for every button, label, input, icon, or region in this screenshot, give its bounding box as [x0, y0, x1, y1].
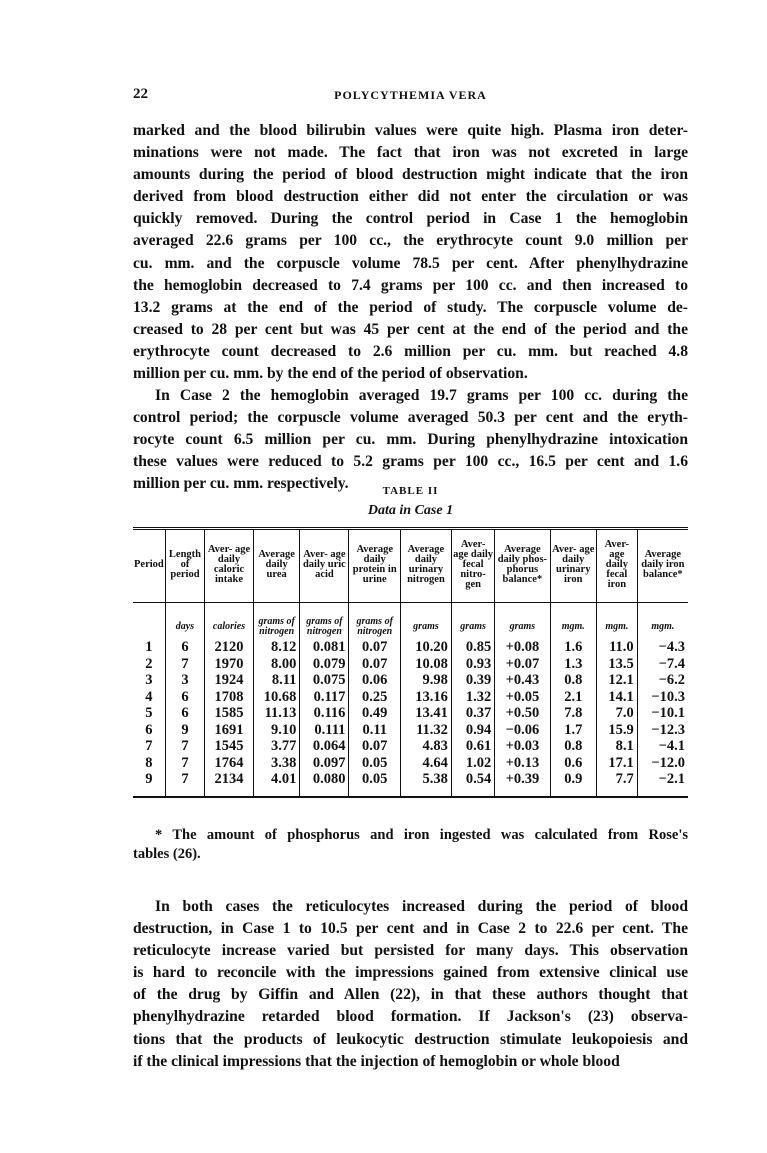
table-cell: 9.10 [253, 722, 300, 739]
text-line: reticulocyte increase varied but persisted for many days. This observation [133, 942, 688, 960]
text-line: creased to 28 per cent but was 45 per cent at the end of the period and the [133, 320, 688, 338]
table-cell: 1 [145, 639, 153, 655]
table-cell: −2.1 [637, 771, 688, 788]
spacer-cell [300, 788, 349, 797]
table-cell: 7 [165, 771, 204, 788]
text-line: erythrocyte count decreased to 2.6 million per cu. mm. but reached 4.8 [133, 342, 688, 360]
paragraph-3 [133, 896, 688, 1073]
table-cell: 8 [145, 754, 153, 771]
table-cell: 13.16 [401, 689, 452, 706]
table-cell: +0.50 [495, 705, 550, 722]
unit-cell: mgm. [637, 603, 688, 640]
table-cell: 1.3 [550, 656, 597, 673]
table-cell: 0.07 [349, 656, 401, 673]
table-cell: 13.41 [401, 705, 452, 722]
text-line: tions that the products of leukocytic destruction stimulate leukopoiesis and [133, 1030, 688, 1048]
text-line: phenylhydrazine retarded blood formation. If Jackson's (23) observa- [133, 1008, 688, 1026]
text-line: cu. mm. and the corpuscle volume 78.5 per cent. After phenylhydrazine [133, 254, 688, 272]
spacer-cell [451, 788, 494, 797]
table-cell: 6 [165, 689, 204, 706]
table-cell: 5 [145, 705, 153, 721]
page-number: 22 [133, 86, 148, 102]
table-cell: 8.12 [253, 639, 300, 656]
table-cell: 11.32 [401, 722, 452, 739]
table-cell: 0.49 [349, 705, 401, 722]
text-line: amounts during the period of blood destruction might indicate that the iron [133, 166, 688, 184]
table-cell: 1545 [205, 738, 254, 755]
table-cell: 7 [165, 656, 204, 673]
table-cell: 6 [145, 721, 153, 738]
text-line: these values were reduced to 5.2 grams per 100 cc., 16.5 per cent and 1.6 [133, 453, 688, 471]
table-cell: 0.080 [300, 771, 349, 788]
table-cell: −10.3 [637, 689, 688, 706]
text-line: In Case 2 the hemoglobin averaged 19.7 grams per 100 cc. during the [155, 387, 688, 404]
spacer-cell [401, 788, 452, 797]
table-cell: 7.0 [597, 705, 638, 722]
table-cell: 0.8 [550, 672, 597, 689]
table-cell: 13.5 [597, 656, 638, 673]
table-header-row [133, 529, 688, 603]
text-line: averaged 22.6 grams per 100 cc., the erythrocyte count 9.0 million per [133, 232, 688, 250]
column-header: Average daily iron balance* [637, 529, 688, 603]
table-cell: 2 [145, 655, 153, 672]
text-line: quickly removed. During the control period in Case 1 the hemoglobin [133, 210, 688, 228]
table-cell: 3.77 [253, 738, 300, 755]
column-header: Average daily protein in urine [349, 529, 401, 603]
table-cell: 1924 [205, 672, 254, 689]
text-line: million per cu. mm. respectively. [133, 475, 349, 493]
unit-cell: grams [401, 603, 452, 640]
table-cell: 1.02 [451, 755, 494, 772]
page-header [133, 86, 688, 106]
unit-cell: days [165, 603, 204, 640]
table-cell: +0.05 [495, 689, 550, 706]
table-cell: 1.32 [451, 689, 494, 706]
table-cell: 7 [145, 738, 153, 754]
table-row [133, 639, 688, 656]
unit-cell: grams of nitrogen [253, 603, 300, 640]
table-cell: 1708 [205, 689, 254, 706]
spacer-cell [637, 788, 688, 797]
data-table [133, 527, 688, 798]
table-cell: 0.94 [451, 722, 494, 739]
table-cell: 1.7 [550, 722, 597, 739]
table-cell: −4.3 [637, 639, 688, 656]
table-cell: 14.1 [597, 689, 638, 706]
unit-cell: mgm. [597, 603, 638, 640]
table-cell: +0.08 [495, 639, 550, 656]
text-line: derived from blood destruction either did not enter the circulation or was [133, 188, 688, 206]
table-cell: 10.68 [253, 689, 300, 706]
table-cell: 4.83 [401, 738, 452, 755]
table-cell: 0.61 [451, 738, 494, 755]
table-cell: 1691 [205, 722, 254, 739]
table-cell: 0.111 [300, 722, 349, 739]
table-cell: 15.9 [597, 722, 638, 739]
unit-cell [133, 603, 165, 640]
unit-cell: mgm. [550, 603, 597, 640]
table-cell: 1585 [205, 705, 254, 722]
table-cell: 12.1 [597, 672, 638, 689]
table-cell: +0.07 [495, 656, 550, 673]
table-cell: −7.4 [637, 656, 688, 673]
table-cell: 3.38 [253, 755, 300, 772]
table-cell: 9 [145, 771, 153, 787]
table-cell: 3 [145, 672, 153, 688]
text-line: the hemoglobin decreased to 7.4 grams per 100 cc. and then increased to [133, 276, 688, 294]
table-row [133, 771, 688, 788]
table-cell: 10.20 [401, 639, 452, 656]
text-line: destruction, in Case 1 to 10.5 per cent and in Case 2 to 22.6 per cent. The [133, 920, 688, 938]
table-caption: Data in Case 1 [367, 503, 454, 518]
table-cell: 7 [165, 755, 204, 772]
table-cell: 0.05 [349, 755, 401, 772]
spacer-cell [165, 788, 204, 797]
spacer-cell [550, 788, 597, 797]
table-cell: 0.25 [349, 689, 401, 706]
spacer-cell [349, 788, 401, 797]
table-cell: 0.54 [451, 771, 494, 788]
table-cell: 0.6 [550, 755, 597, 772]
spacer-cell [597, 788, 638, 797]
table-row [133, 656, 688, 673]
table-cell: 0.93 [451, 656, 494, 673]
table-number: TABLE II [382, 485, 439, 497]
table-cell: 0.064 [300, 738, 349, 755]
column-header: Average daily urinary nitrogen [401, 529, 452, 603]
table-cell: +0.03 [495, 738, 550, 755]
unit-cell: calories [205, 603, 254, 640]
table-cell: −12.3 [637, 722, 688, 739]
table-cell: 7 [165, 738, 204, 755]
column-header: Length of period [165, 529, 204, 603]
unit-cell: grams of nitrogen [300, 603, 349, 640]
table-cell: 2120 [205, 639, 254, 656]
table-cell: 0.05 [349, 771, 401, 788]
text-line: of the drug by Giffin and Allen (22), in that these authors thought that [133, 986, 688, 1004]
text-line: is hard to reconcile with the impressions gained from extensive clinical use [133, 964, 688, 982]
units-row [133, 603, 688, 640]
column-header: Aver- age daily fecal iron [597, 529, 638, 603]
spacer-cell [495, 788, 550, 797]
table-cell: −12.0 [637, 755, 688, 772]
spacer-cell [205, 788, 254, 797]
column-header: Aver- age daily caloric intake [205, 529, 254, 603]
column-header: Aver- age daily fecal nitro- gen [451, 529, 494, 603]
table-cell: 8.11 [253, 672, 300, 689]
column-header: Average daily urea [253, 529, 300, 603]
table-cell: +0.43 [495, 672, 550, 689]
text-line: million per cu. mm. by the end of the period of observation. [133, 365, 528, 383]
table-cell: 0.075 [300, 672, 349, 689]
table-cell: 0.07 [349, 639, 401, 656]
spacer-cell [133, 788, 165, 797]
table-cell: 0.9 [550, 771, 597, 788]
text-line: 13.2 grams at the end of the period of study. The corpuscle volume de- [133, 298, 688, 316]
table-cell: 1.6 [550, 639, 597, 656]
table-cell: 2134 [205, 771, 254, 788]
table-row [133, 755, 688, 772]
table-cell: 0.079 [300, 656, 349, 673]
table-cell: 3 [165, 672, 204, 689]
table-cell: 4.01 [253, 771, 300, 788]
column-header: Aver- age daily uric acid [300, 529, 349, 603]
text-line: In both cases the reticulocytes increased during the period of blood [155, 898, 688, 915]
table-cell: 0.07 [349, 738, 401, 755]
table-cell: 10.08 [401, 656, 452, 673]
table-row [133, 722, 688, 739]
paragraph-2 [133, 385, 688, 495]
table-row [133, 689, 688, 706]
table-cell: 9 [165, 722, 204, 739]
table-cell: 1764 [205, 755, 254, 772]
table-cell: 1970 [205, 656, 254, 673]
table-row [133, 738, 688, 755]
table-cell: 0.85 [451, 639, 494, 656]
paragraph-1 [133, 120, 688, 385]
table-cell: 0.11 [349, 722, 401, 739]
table-cell: 7.7 [597, 771, 638, 788]
text-line: control period; the corpuscle volume averaged 50.3 per cent and the eryth- [133, 409, 688, 427]
unit-cell: grams of nitrogen [349, 603, 401, 640]
unit-cell: grams [495, 603, 550, 640]
unit-cell: grams [451, 603, 494, 640]
table-cell: +0.39 [495, 771, 550, 788]
table-cell: +0.13 [495, 755, 550, 772]
table-cell: −4.1 [637, 738, 688, 755]
table-row [133, 705, 688, 722]
table-cell: 11.0 [597, 639, 638, 656]
table-cell: 6 [165, 705, 204, 722]
table-cell: 0.097 [300, 755, 349, 772]
table-cell: 11.13 [253, 705, 300, 722]
table-cell: 0.39 [451, 672, 494, 689]
table-row [133, 672, 688, 689]
table-cell: −10.1 [637, 705, 688, 722]
table-cell: 0.116 [300, 705, 349, 722]
column-header: Period [133, 529, 165, 603]
spacer-row [133, 788, 688, 797]
table-cell: 0.06 [349, 672, 401, 689]
table-cell: 4.64 [401, 755, 452, 772]
table-cell: 0.117 [300, 689, 349, 706]
table-cell: 0.8 [550, 738, 597, 755]
table-cell: 0.37 [451, 705, 494, 722]
footnote [133, 826, 688, 864]
table-cell: 8.1 [597, 738, 638, 755]
table-cell: 4 [145, 688, 153, 705]
text-line: rocyte count 6.5 million per cu. mm. During phenylhydrazine intoxication [133, 431, 688, 449]
text-line: tables (26). [133, 846, 201, 862]
table-cell: 0.081 [300, 639, 349, 656]
table-cell: 7.8 [550, 705, 597, 722]
running-title: POLYCYTHEMIA VERA [334, 88, 487, 102]
text-line: marked and the blood bilirubin values were quite high. Plasma iron deter- [133, 122, 688, 139]
text-line: * The amount of phosphorus and iron ingested was calculated from Rose's [155, 827, 688, 843]
table-cell: 5.38 [401, 771, 452, 788]
column-header: Average daily phos- phorus balance* [495, 529, 550, 603]
table-cell: 8.00 [253, 656, 300, 673]
table-cell: −0.06 [495, 722, 550, 739]
spacer-cell [253, 788, 300, 797]
table-cell: 2.1 [550, 689, 597, 706]
table-cell: 9.98 [401, 672, 452, 689]
text-line: minations were not made. The fact that iron was not excreted in large [133, 144, 688, 162]
text-line: if the clinical impressions that the injection of hemoglobin or whole blood [133, 1052, 620, 1070]
table-cell: −6.2 [637, 672, 688, 689]
table-cell: 17.1 [597, 755, 638, 772]
column-header: Aver- age daily urinary iron [550, 529, 597, 603]
table-cell: 6 [165, 639, 204, 656]
